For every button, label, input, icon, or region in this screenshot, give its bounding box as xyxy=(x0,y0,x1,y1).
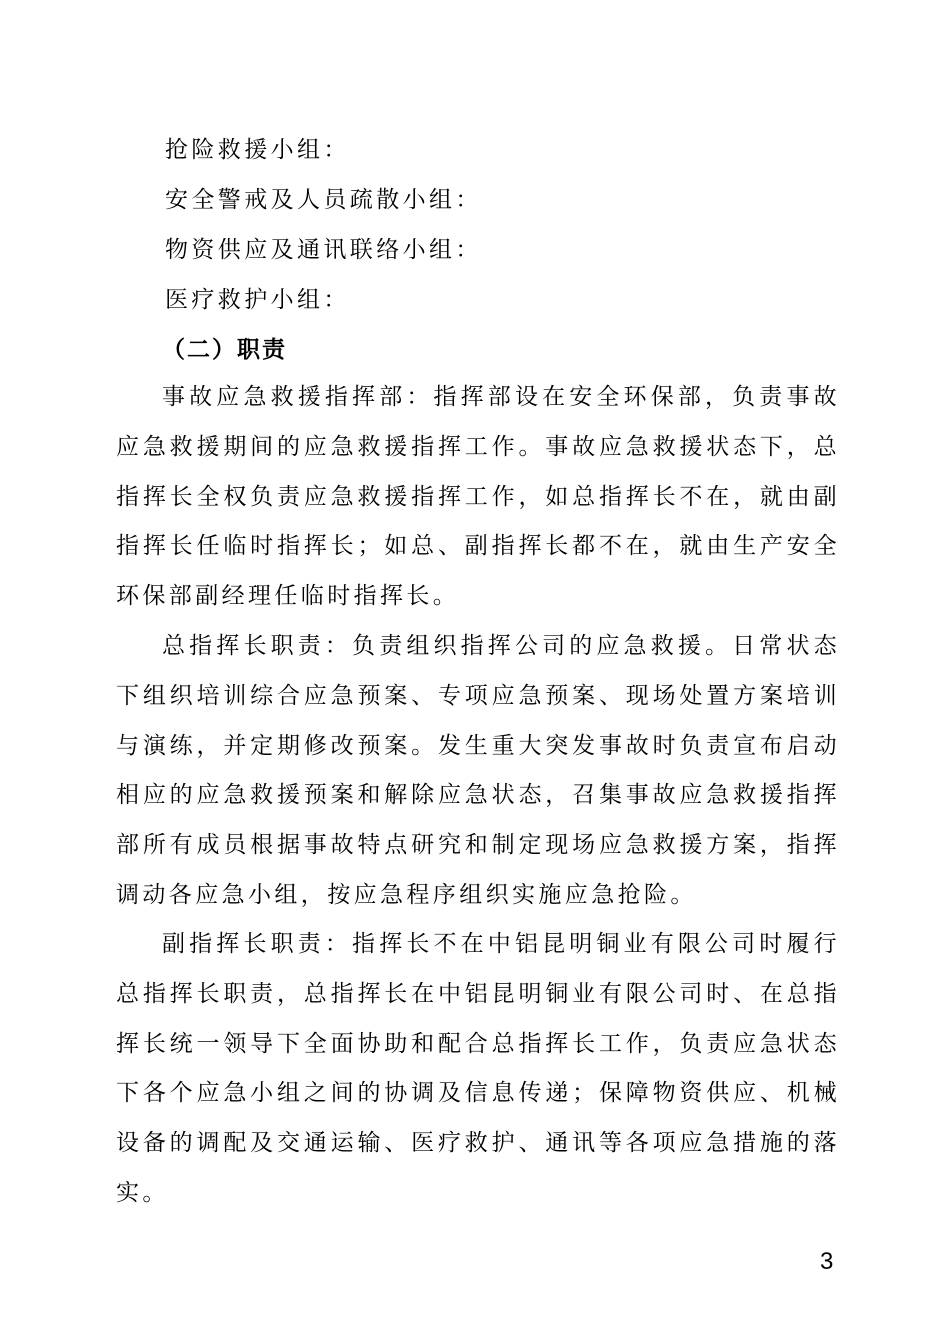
evacuation-team-line: 安全警戒及人员疏散小组： xyxy=(165,187,482,213)
supply-communication-team-line: 物资供应及通讯联络小组： xyxy=(165,237,482,263)
responsibilities-heading: （二）职责 xyxy=(162,337,287,363)
deputy-commander-paragraph: 副指挥长职责：指挥长不在中铝昆明铜业有限公司时履行总指挥长职责，总指挥长在中铝昆明铜业有限公司时、在总指挥长统一领导下全面协助和配合总指挥长工作，负责应急状态下各个应急小组之间的协调及信息传递；保障物资供应、机械设备的调配及交通运输、医疗救护、通讯等各项应急措施的落实。 xyxy=(116,931,840,1206)
rescue-team-line: 抢险救援小组： xyxy=(165,137,350,163)
command-center-paragraph: 事故应急救援指挥部：指挥部设在安全环保部，负责事故应急救援期间的应急救援指挥工作。事故应急救援状态下，总指挥长全权负责应急救援指挥工作，如总指挥长不在，就由副指挥长任临时指挥长；如总、副指挥长都不在，就由生产安全环保部副经理任临时指挥长。 xyxy=(116,384,840,610)
chief-commander-paragraph: 总指挥长职责：负责组织指挥公司的应急救援。日常状态下组织培训综合应急预案、专项应急预案、现场处置方案培训与演练，并定期修改预案。发生重大突发事故时负责宣布启动相应的应急救援预案和解除应急状态，召集事故应急救援指挥部所有成员根据事故特点研究和制定现场应急救援方案，指挥调动各应急小组，按应急程序组织实施应急抢险。 xyxy=(116,633,840,908)
medical-team-line: 医疗救护小组： xyxy=(165,287,350,313)
page-number: 3 xyxy=(820,1248,834,1275)
